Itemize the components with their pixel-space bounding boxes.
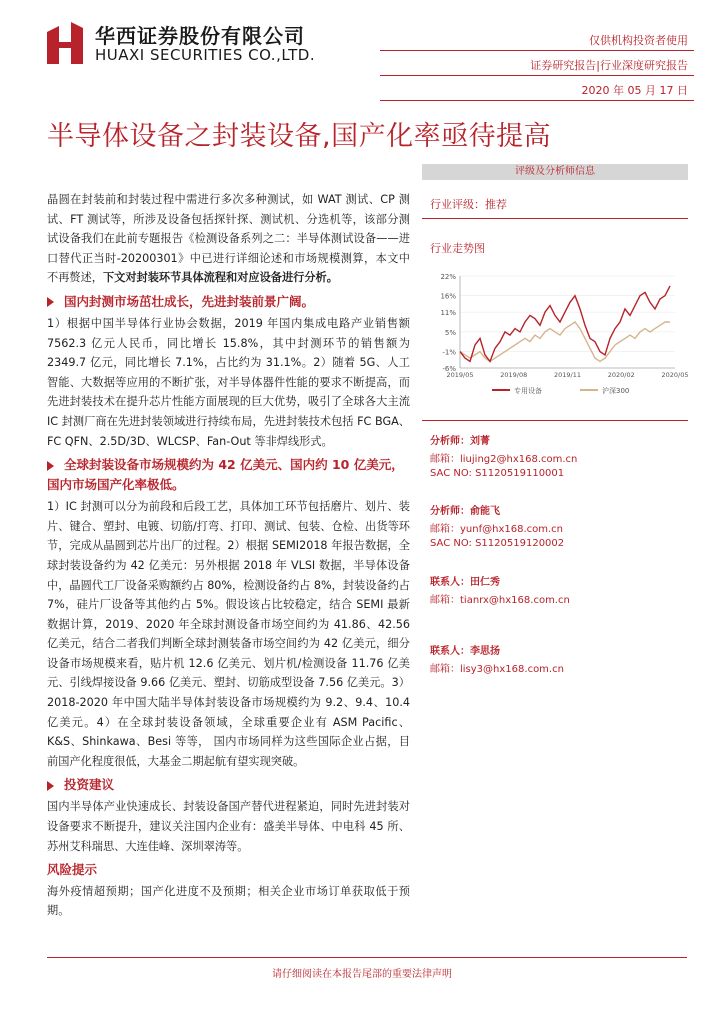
- analyst-block: [430, 432, 577, 479]
- section-paragraph: 1）IC 封测可以分为前段和后段工艺，具体加工环节包括磨片、划片、装片、键合、塑封、电镀、切筋/打弯、打印、测试、包装、仓检、出货等环节，完成从晶圆到芯片出厂的过程。2）根据 SEMI2018 年报告数据，全球封装设备约为 42 亿美元：另外根据 2018 年 VLSI 数据，半导体设备中，晶圆代工厂设备采购额约占 80%，检测设备约占 8%，封装设备约占 7%，硅片厂设备等其他约占 5%。假设该占比较稳定，结合 SEMI 最新数据计算，2019、2020 年全球封测设备市场空间约为 41.86、42.56 亿美元，结合二者我们判断全球封测装备市场空间约为 42 亿美元，细分设备市场规模来看，贴片机 12.6 亿美元、划片机/检测设备 11.76 亿美元、引线焊接设备 9.66 亿美元、塑封、切筋成型设备 7.56 亿美元。3）2018-2020 年中国大陆半导体封装设备市场规模约为 9.2、9.4、10.4 亿美元。4）在全球封装设备领域，全球重要企业有 ASM Pacific、K&S、Shinkawa、Besi 等等， 国内市场同样为这些国际企业占据，目前国产化程度很低，大基金二期起航有望实现突破。: [47, 500, 410, 768]
- contact-block: [430, 573, 570, 606]
- risk-heading: 风险提示: [47, 862, 98, 878]
- section-paragraph: 1）根据中国半导体行业协会数据，2019 年国内集成电路产业销售额 7562.3 亿元人民币，同比增长 15.8%，其中封测环节的销售额为 2349.7 亿元，同比增长 7.1%，占比约为 31.1%。2）随着 5G、人工智能、大数据等应用的不断扩张，对半导体器件性能的要求不断提高，而先进封装技术在提升芯片性能方面展现的巨大优势，吸引了全球各大主流 IC 封测厂商在先进封装领域进行持续布局，先进封装技术包括 FC BGA、FC QFN、2.5D/3D、WLCSP、Fan-Out 等非焊线形式。: [47, 316, 410, 448]
- series-line: [460, 322, 670, 361]
- intro-text: 晶圆在封装前和封装过程中需进行多次多种测试，如 WAT 测试、CP 测试、FT 测试等，所涉及设备包括探针探、测试机、分选机等，该部分测试设备我们在此前专题报告《检测设备系列之二：半导体测试设备——进口替代正当时-20200301》中已进行详细论述和市场规模测算，本文中不再赘述，: [47, 193, 410, 285]
- contact-block: [430, 642, 564, 675]
- report-type: 证券研究报告|行业深度研究报告: [530, 59, 688, 72]
- industry-rating: 行业评级：推荐: [430, 198, 507, 211]
- legend-label: 专用设备: [514, 387, 542, 395]
- footer-divider: [47, 957, 687, 958]
- y-tick-label: -6%: [442, 365, 456, 373]
- analyst-block: [430, 502, 564, 549]
- arrow-bullet-icon: [47, 781, 54, 791]
- x-tick-label: 2019/08: [500, 371, 528, 379]
- legend-label: 沪深300: [602, 387, 630, 395]
- analyst-email[interactable]: 邮箱：yunf@hx168.com.cn: [430, 524, 564, 535]
- x-tick-label: 2020/02: [607, 371, 635, 379]
- report-title: 半导体设备之封装设备,国产化率亟待提高: [47, 121, 552, 152]
- report-body: [47, 190, 410, 921]
- intro-paragraph: [47, 190, 410, 288]
- section-heading: 国内封测市场茁壮成长，先进封装前景广阔。: [47, 292, 410, 312]
- sidebar-title: 评级及分析师信息: [422, 164, 688, 180]
- analyst-sac: SAC NO: S1120519110001: [430, 468, 565, 479]
- risk-paragraph: 海外疫情超预期；国产化进度不及预期；相关企业市场订单获取低于预期。: [47, 884, 410, 918]
- sidebar-divider: [422, 218, 688, 219]
- intro-bold: 下文对封装环节具体流程和对应设备进行分析。: [102, 271, 338, 285]
- x-tick-label: 2019/05: [446, 371, 474, 379]
- section-heading: 全球封装设备市场规模约为 42 亿美元、国内约 10 亿美元，国内市场国产化率极低。: [47, 457, 404, 493]
- institutional-note: 仅供机构投资者使用: [589, 34, 688, 47]
- analyst-name: 分析师：刘菁: [430, 436, 490, 447]
- y-tick-label: -1%: [442, 348, 456, 357]
- trend-chart: [430, 268, 689, 398]
- x-tick-label: 2019/11: [553, 371, 582, 379]
- y-tick-label: 22%: [440, 273, 456, 281]
- contact-email[interactable]: 邮箱：lisy3@hx168.com.cn: [430, 664, 564, 675]
- header-divider: [380, 50, 694, 51]
- report-date: 2020 年 05 月 17 日: [581, 84, 688, 97]
- analyst-email[interactable]: 邮箱：liujing2@hx168.com.cn: [430, 454, 578, 465]
- series-line: [460, 286, 670, 362]
- trend-label: 行业走势图: [430, 242, 485, 255]
- company-name-cn: 华西证券股份有限公司: [95, 24, 305, 48]
- arrow-bullet-icon: [47, 297, 54, 307]
- huaxi-logo: [47, 22, 83, 64]
- sidebar-divider: [422, 420, 688, 421]
- y-tick-label: 16%: [440, 292, 456, 301]
- contact-name: 联系人：田仁秀: [430, 577, 500, 588]
- arrow-bullet-icon: [47, 461, 54, 471]
- y-tick-label: 5%: [444, 328, 456, 337]
- x-tick-label: 2020/05: [661, 371, 689, 379]
- section-paragraph: 国内半导体产业快速成长、封装设备国产替代进程紧迫，同时先进封装对设备要求不断提升，建议关注国内企业有：盛美半导体、中电科 45 所、苏州艾科瑞思、大连佳峰、深圳翠涛等。: [47, 800, 410, 853]
- contact-email[interactable]: 邮箱：tianrx@hx168.com.cn: [430, 595, 570, 606]
- section-heading: 投资建议: [47, 775, 410, 795]
- header-divider: [380, 100, 694, 101]
- header-divider: [380, 75, 694, 76]
- contact-name: 联系人：李思扬: [430, 646, 500, 657]
- y-tick-label: 11%: [440, 309, 456, 318]
- analyst-sac: SAC NO: S1120519120002: [430, 538, 565, 549]
- analyst-name: 分析师：俞能飞: [430, 506, 500, 517]
- legal-notice: 请仔细阅读在本报告尾部的重要法律声明: [272, 969, 452, 980]
- company-name-en: HUAXI SECURITIES CO.,LTD.: [95, 46, 316, 64]
